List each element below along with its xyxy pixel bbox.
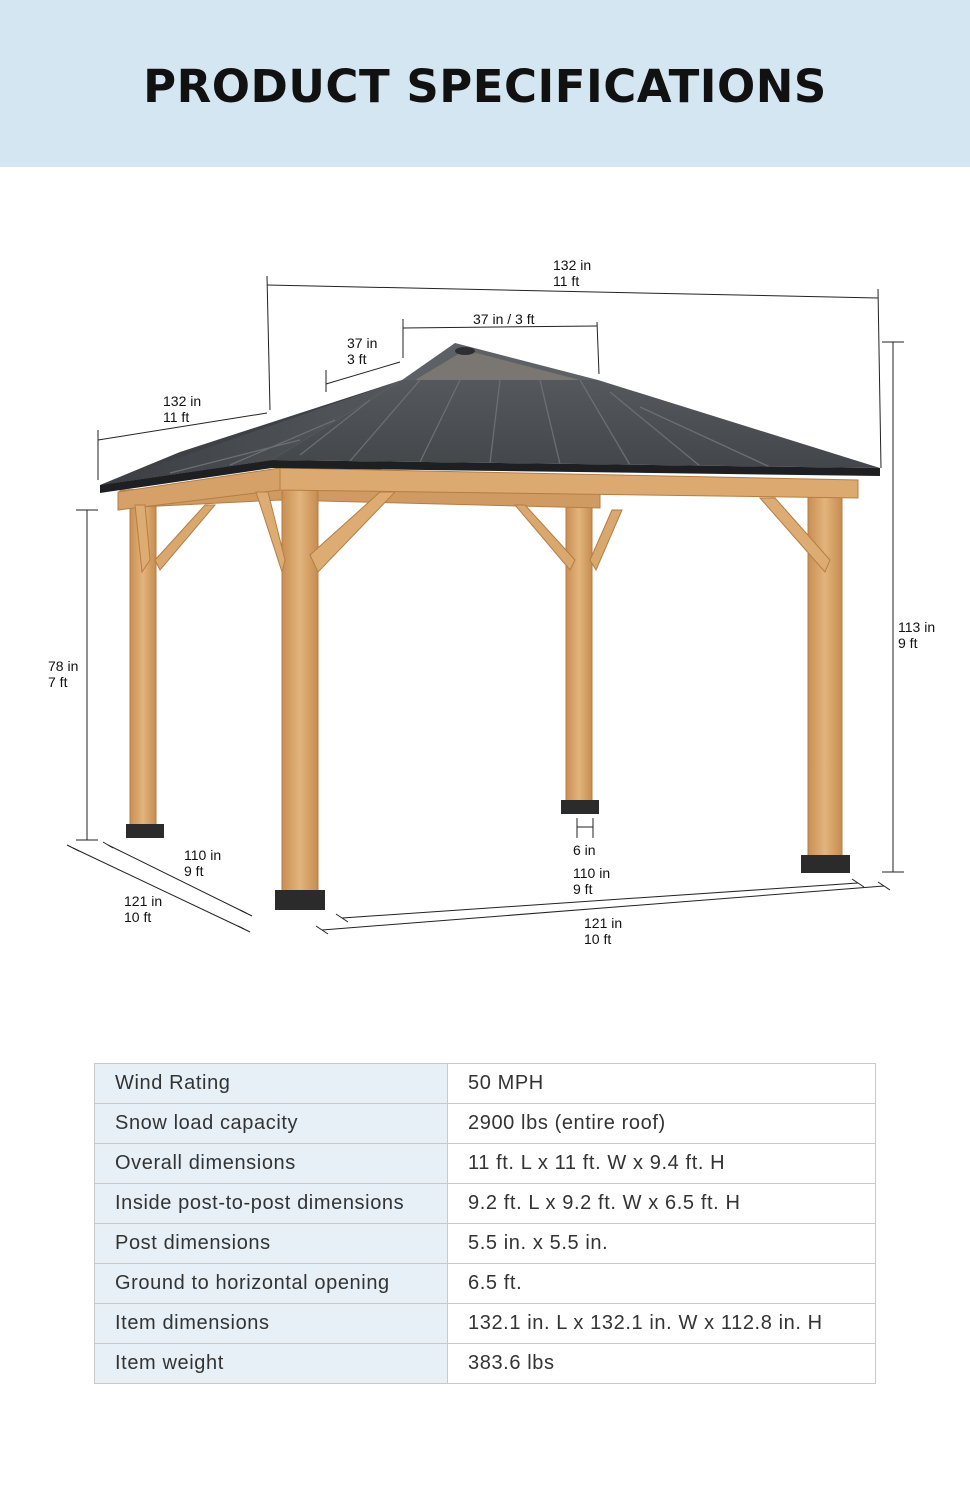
gazebo-diagram — [0, 167, 970, 1017]
spec-value: 6.5 ft. — [448, 1264, 876, 1304]
spec-value: 9.2 ft. L x 9.2 ft. W x 6.5 ft. H — [448, 1184, 876, 1224]
spec-label: Ground to horizontal opening — [95, 1264, 448, 1304]
table-row — [95, 1064, 876, 1104]
spec-label: Item weight — [95, 1344, 448, 1384]
spec-value: 50 MPH — [448, 1064, 876, 1104]
gazebo-illustration — [0, 167, 970, 1017]
table-row — [95, 1104, 876, 1144]
dim-inner-depth: 110 in 9 ft — [184, 847, 222, 879]
dim-post-height: 78 in 7 ft — [48, 658, 79, 690]
spec-label: Overall dimensions — [95, 1144, 448, 1184]
dim-total-height: 113 in 9 ft — [898, 619, 936, 651]
spec-label: Wind Rating — [95, 1064, 448, 1104]
spec-label: Snow load capacity — [95, 1104, 448, 1144]
table-row — [95, 1304, 876, 1344]
dim-post-width: 6 in — [573, 842, 596, 858]
table-row — [95, 1264, 876, 1304]
specs-table — [94, 1063, 876, 1384]
spec-value: 2900 lbs (entire roof) — [448, 1104, 876, 1144]
roof — [100, 343, 880, 493]
dim-roof-side: 37 in 3 ft — [347, 335, 378, 367]
dim-inner-width: 110 in 9 ft — [573, 865, 611, 897]
table-row — [95, 1184, 876, 1224]
spec-value: 383.6 lbs — [448, 1344, 876, 1384]
dim-top-width: 132 in 11 ft — [553, 257, 592, 289]
spec-label: Item dimensions — [95, 1304, 448, 1344]
spec-value: 132.1 in. L x 132.1 in. W x 112.8 in. H — [448, 1304, 876, 1344]
title-banner — [0, 0, 970, 167]
spec-label: Inside post-to-post dimensions — [95, 1184, 448, 1224]
spec-value: 11 ft. L x 11 ft. W x 9.4 ft. H — [448, 1144, 876, 1184]
dim-left-depth: 132 in 11 ft — [163, 393, 202, 425]
table-row — [95, 1224, 876, 1264]
page-title: PRODUCT SPECIFICATIONS — [143, 60, 827, 113]
table-row — [95, 1344, 876, 1384]
dim-outer-width: 121 in 10 ft — [584, 915, 623, 947]
back-posts — [126, 500, 599, 838]
dim-roof-top: 37 in / 3 ft — [473, 311, 535, 327]
spec-label: Post dimensions — [95, 1224, 448, 1264]
spec-value: 5.5 in. x 5.5 in. — [448, 1224, 876, 1264]
dim-outer-depth: 121 in 10 ft — [124, 893, 163, 925]
table-row — [95, 1144, 876, 1184]
